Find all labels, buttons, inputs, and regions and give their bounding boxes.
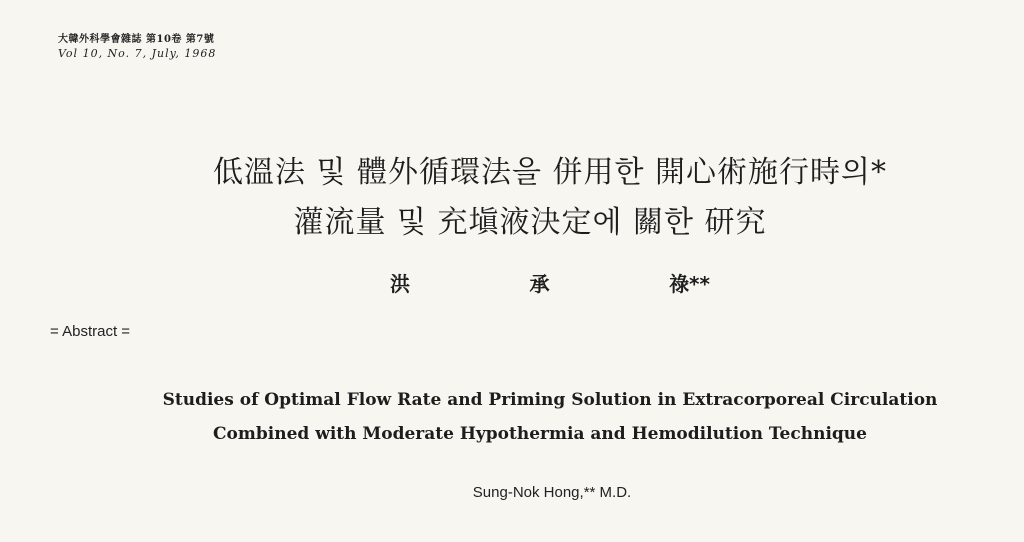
english-author-name: Sung-Nok Hong,** M.D. xyxy=(472,484,632,501)
english-title-line-1: Studies of Optimal Flow Rate and Priming Solution in Extracorporeal Circulation xyxy=(162,390,938,410)
korean-title-line-2: 灌流量 및 充塡液決定에 關한 研究 xyxy=(293,205,767,240)
journal-citation xyxy=(58,34,216,60)
journal-volume-english: Vol 10, No. 7, July, 1968 xyxy=(58,46,217,60)
korean-title-line-1: 低溫法 및 體外循環法을 併用한 開心術施行時의* xyxy=(212,155,888,190)
english-title-line-2: Combined with Moderate Hypothermia and Hemodilution Technique xyxy=(213,424,867,444)
abstract-label: = Abstract = xyxy=(50,323,131,340)
author-family-name: 洪 xyxy=(390,272,410,296)
korean-author-name xyxy=(390,268,710,297)
journal-name-korean: 大韓外科學會雜誌 第10卷 第7號 xyxy=(58,34,215,45)
author-given-name: 祿** xyxy=(669,272,710,296)
author-middle-name: 承 xyxy=(529,272,550,296)
